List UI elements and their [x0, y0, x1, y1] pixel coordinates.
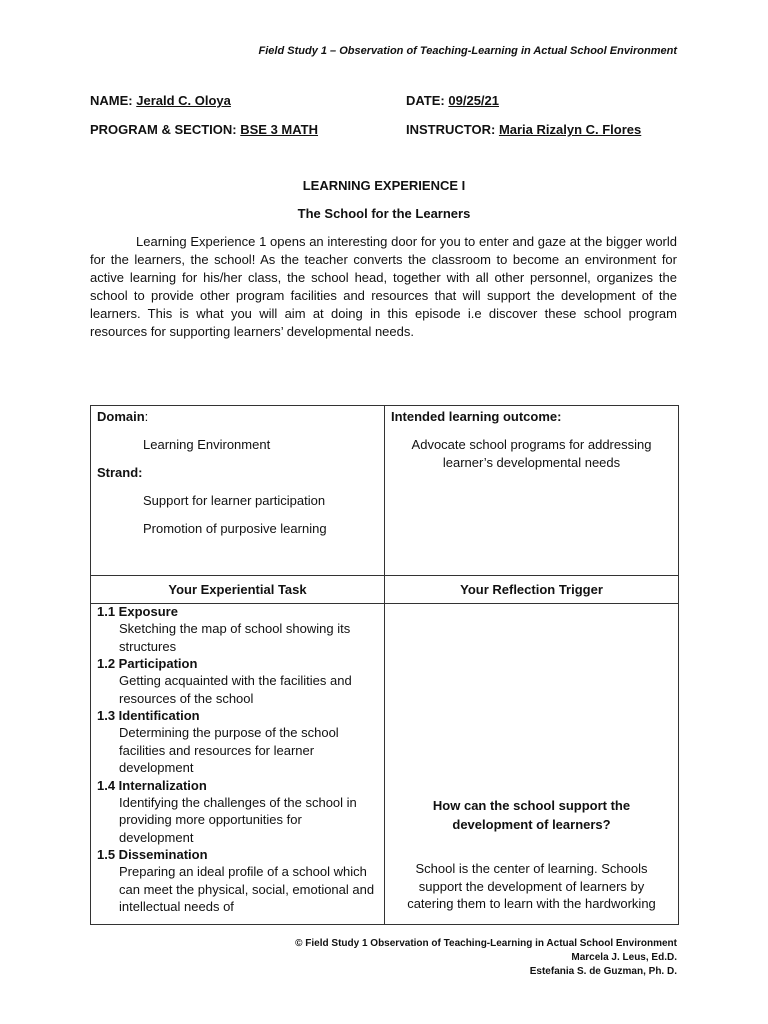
task-title: 1.4 Internalization	[97, 777, 207, 793]
program-value: BSE 3 MATH	[240, 122, 319, 137]
instructor-value: Maria Rizalyn C. Flores	[498, 122, 642, 137]
task-item	[97, 846, 378, 916]
task-item	[97, 777, 378, 847]
task-item	[97, 707, 378, 777]
program-row	[90, 122, 318, 137]
task-item	[97, 655, 378, 707]
date-value: 09/25/21	[448, 93, 499, 108]
domain-row	[91, 406, 679, 576]
task-title: 1.1 Exposure	[97, 604, 178, 619]
strand-item: Support for learner participation	[143, 493, 326, 508]
task-desc: Sketching the map of school showing its structures	[119, 621, 351, 654]
outcome-value: Advocate school programs for addressing learner’s developmental needs	[411, 437, 652, 470]
intro-paragraph: Learning Experience 1 opens an interesting door for you to enter and gaze at the bigger world for the learners, the school! As the teacher converts the classroom to become an environment for active learning for his/her class, the school head, together with all other personnel, organizes the school to provide other program facilities and resources that will support the development of the learners. This is what you will aim at doing in this episode i.e discover these school program resources for supporting learners’ developmental needs.	[90, 234, 677, 339]
strand-label: Strand:	[97, 465, 143, 480]
outcome-cell	[385, 406, 679, 576]
header-note: Field Study 1 – Observation of Teaching-Learning in Actual School Environment	[258, 45, 677, 57]
task-desc: Getting acquainted with the facilities and resources of the school	[119, 673, 352, 706]
document-subtitle: The School for the Learners	[297, 206, 471, 221]
task-item	[97, 603, 378, 655]
task-row	[91, 604, 679, 925]
domain-value: Learning Environment	[143, 437, 271, 452]
outcome-label: Intended learning outcome:	[391, 409, 562, 424]
reflection-question: How can the school support the development of learners?	[432, 798, 631, 832]
task-title: 1.5 Dissemination	[97, 847, 208, 862]
domain-label: Domain	[97, 409, 145, 424]
reflection-answer: School is the center of learning. Schools support the development of learners by catering them to learn with the hardworking	[407, 861, 656, 911]
reflection-header: Your Reflection Trigger	[385, 576, 679, 604]
document-title: LEARNING EXPERIENCE I	[302, 178, 466, 193]
domain-cell	[91, 406, 385, 576]
task-title: 1.3 Identification	[97, 708, 200, 723]
task-title: 1.2 Participation	[97, 656, 198, 671]
learning-table	[90, 405, 679, 925]
date-label: DATE:	[406, 93, 445, 108]
domain-colon: :	[144, 409, 149, 424]
reflection-cell	[385, 604, 679, 925]
task-desc: Determining the purpose of the school facilities and resources for learner development	[119, 725, 339, 775]
name-value: Jerald C. Oloya	[136, 93, 231, 108]
footer-copyright: © Field Study 1 Observation of Teaching-Learning in Actual School Environment	[295, 938, 677, 949]
table-header-row	[91, 576, 679, 604]
task-header: Your Experiential Task	[91, 576, 385, 604]
name-row	[90, 93, 231, 108]
footer-author: Estefania S. de Guzman, Ph. D.	[529, 966, 677, 977]
footer	[0, 937, 677, 979]
strand-item: Promotion of purposive learning	[143, 521, 327, 536]
date-row	[406, 93, 499, 108]
program-label: PROGRAM & SECTION:	[90, 122, 237, 137]
footer-author: Marcela J. Leus, Ed.D.	[571, 952, 677, 963]
task-desc: Identifying the challenges of the school in providing more opportunities for development	[119, 794, 357, 845]
instructor-label: INSTRUCTOR:	[406, 122, 496, 137]
name-label: NAME:	[90, 93, 133, 108]
task-desc: Preparing an ideal profile of a school which can meet the physical, social, emotional and intellectual needs of	[119, 864, 375, 914]
instructor-row	[406, 122, 641, 137]
tasks-cell	[91, 604, 385, 925]
